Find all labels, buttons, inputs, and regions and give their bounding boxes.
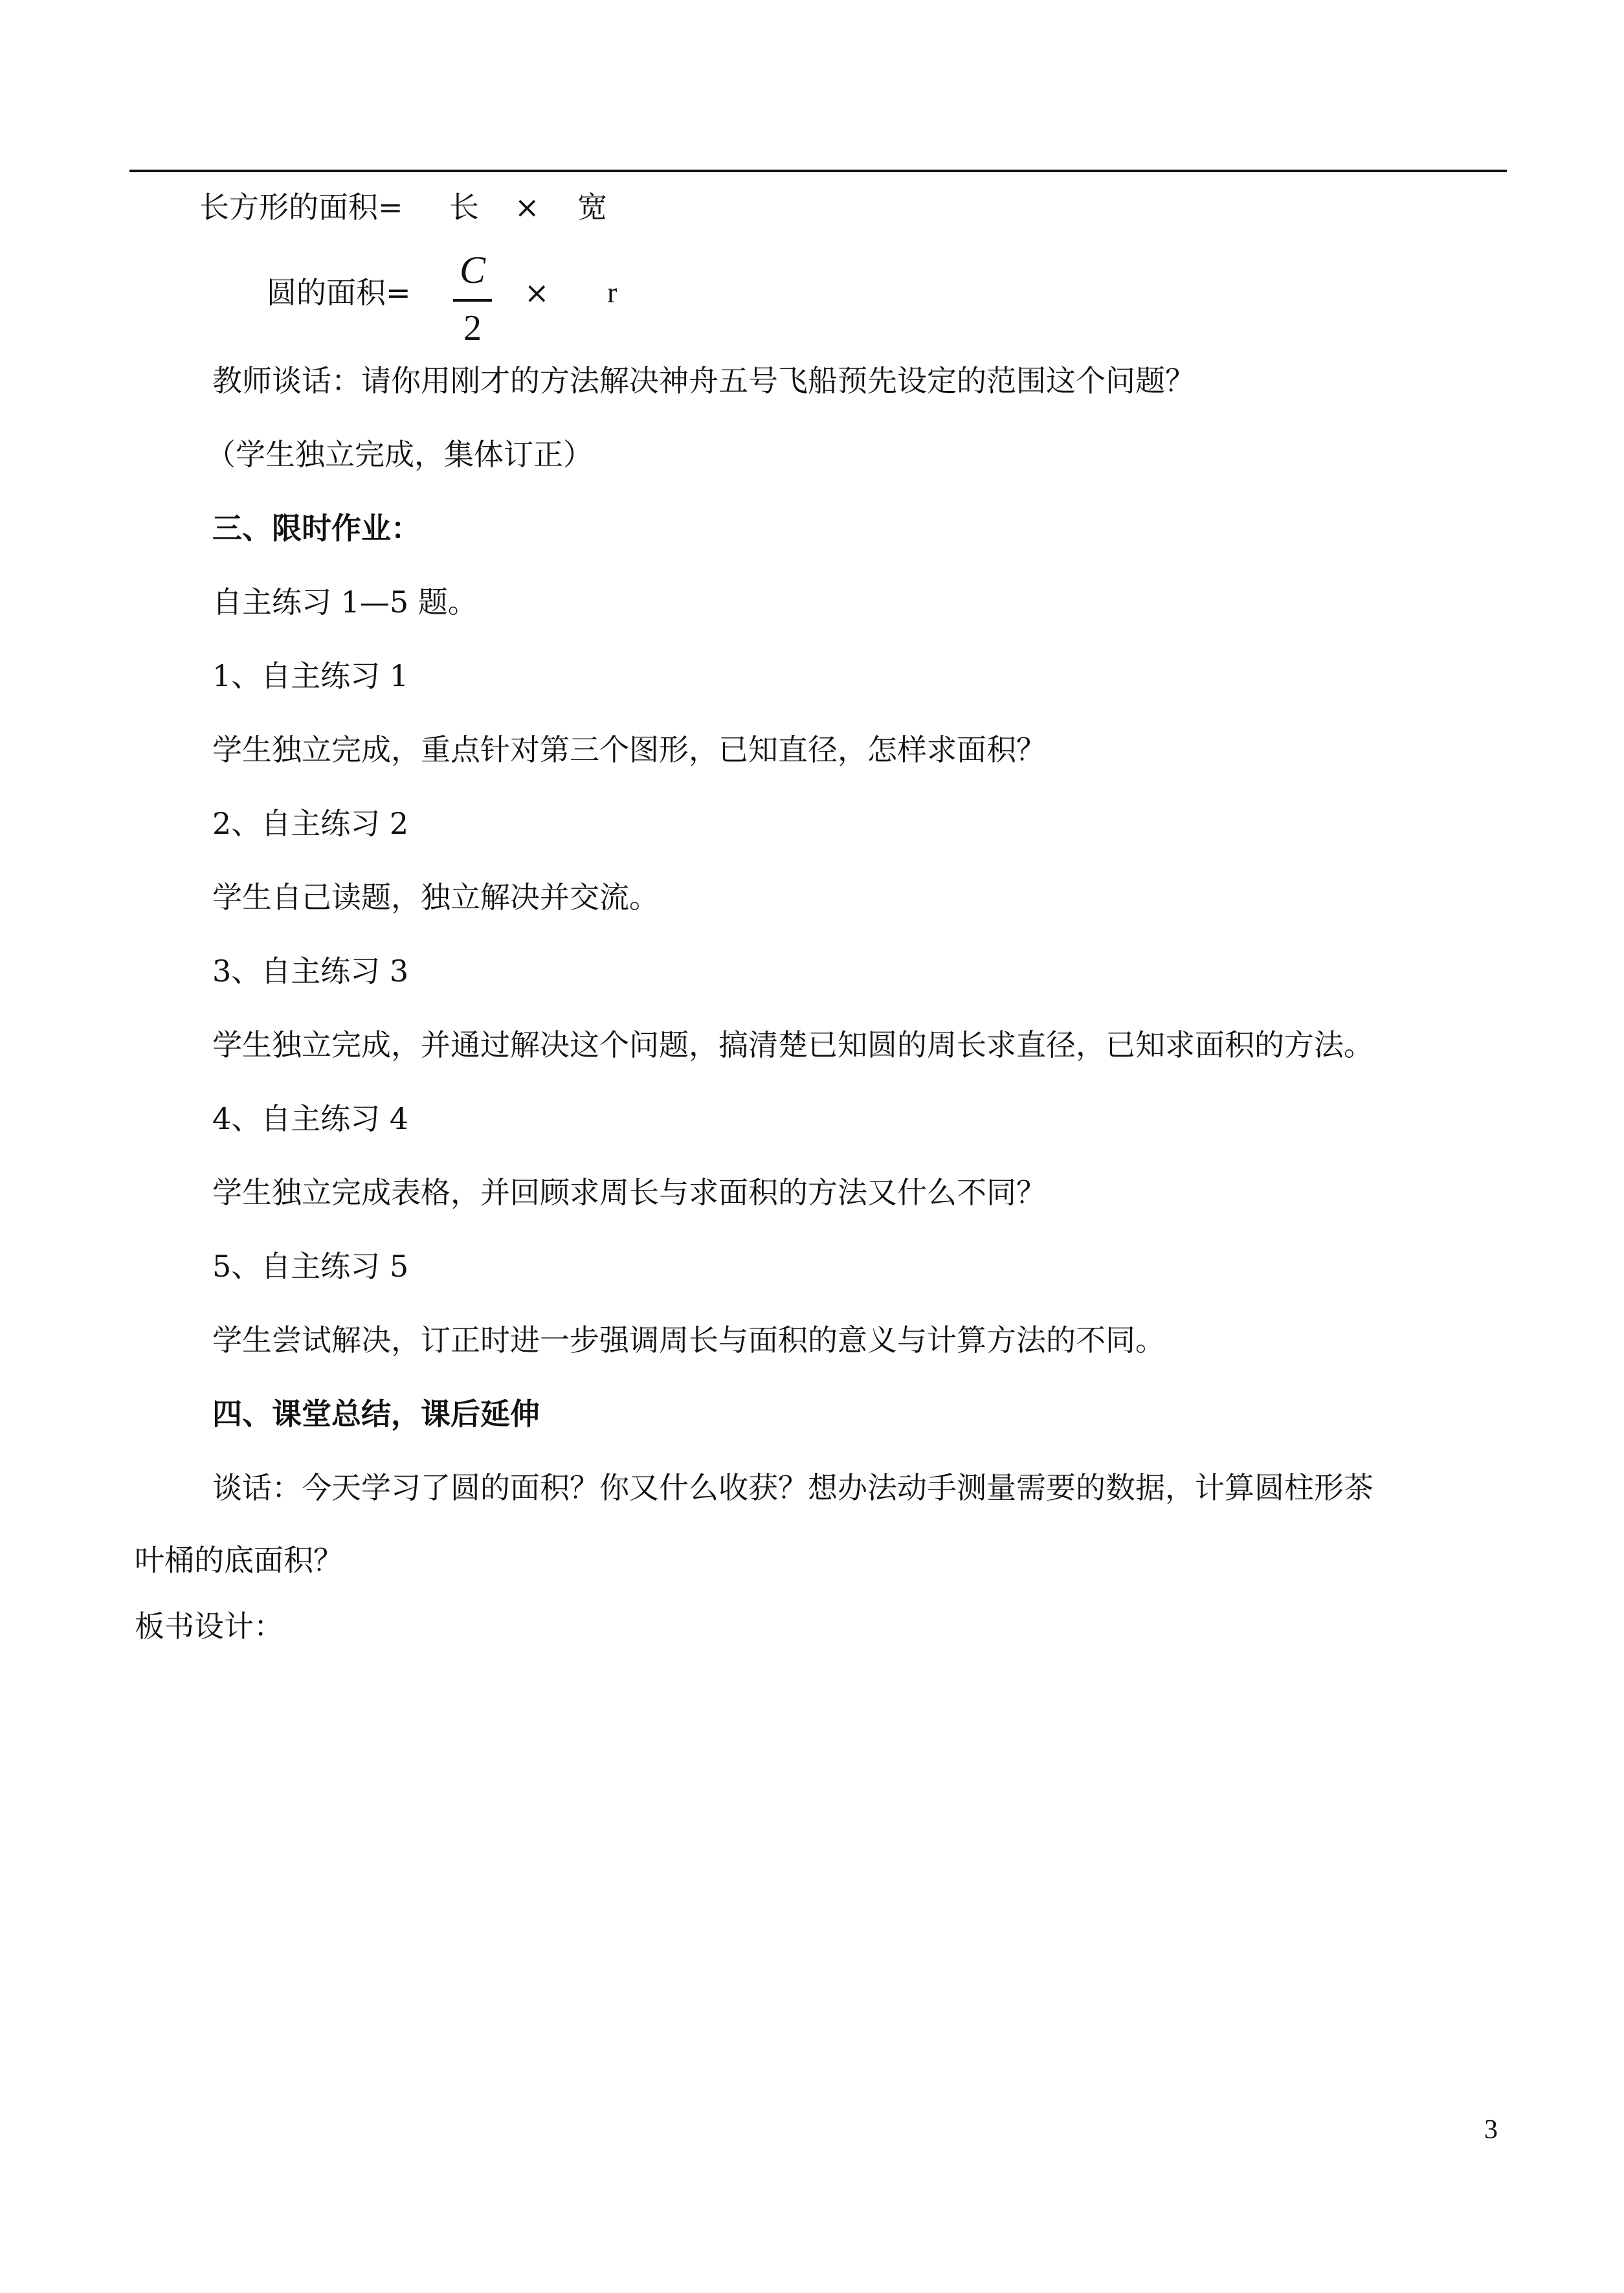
exercise3-body: 学生独立完成，并通过解决这个问题，搞清楚已知圆的周长求直径，已知求面积的方法。 [212,1027,1374,1062]
section3-heading: 三、限时作业： [212,511,421,546]
exercise1-body: 学生独立完成，重点针对第三个图形，已知直径，怎样求面积？ [212,732,1046,767]
formula-circle-times: × [524,275,550,310]
page-number: 3 [1484,2115,1498,2145]
board-design-label: 板书设计： [135,1609,284,1644]
section4-heading: 四、课堂总结，课后延伸 [212,1396,540,1431]
header-rule [129,170,1507,172]
formula-rect-label: 长方形的面积= [199,190,403,225]
exercise3-title: 3、自主练习 3 [212,954,409,989]
exercise1-title: 1、自主练习 1 [212,658,409,693]
exercise4-title: 4、自主练习 4 [212,1101,409,1136]
summary-line-2: 叶桶的底面积？ [135,1543,343,1578]
formula-rect-times: × [515,190,540,225]
formula-rect-term2: 宽 [577,190,607,225]
fraction-denominator: 2 [463,308,482,348]
exercise4-body: 学生独立完成表格，并回顾求周长与求面积的方法又什么不同？ [212,1175,1046,1210]
formula-fraction [453,247,492,351]
formula-rect-term1: 长 [449,190,479,225]
fraction-numerator: C [459,249,486,291]
summary-line-1: 谈话：今天学习了圆的面积？你又什么收获？想办法动手测量需要的数据，计算圆柱形茶 [212,1470,1374,1505]
exercise2-title: 2、自主练习 2 [212,806,409,841]
fraction-bar [453,299,492,302]
exercise5-body: 学生尝试解决，订正时进一步强调周长与面积的意义与计算方法的不同。 [212,1323,1165,1358]
teacher-talk: 教师谈话：请你用刚才的方法解决神舟五号飞船预先设定的范围这个问题？ [212,363,1195,398]
student-note: （学生独立完成，集体订正） [206,437,593,472]
exercise2-body: 学生自己读题，独立解决并交流。 [212,880,659,915]
practice-intro: 自主练习 1—5 题。 [212,585,478,620]
formula-circle-term2: r [607,276,617,309]
exercise5-title: 5、自主练习 5 [212,1249,409,1284]
formula-circle-label: 圆的面积= [267,275,411,310]
